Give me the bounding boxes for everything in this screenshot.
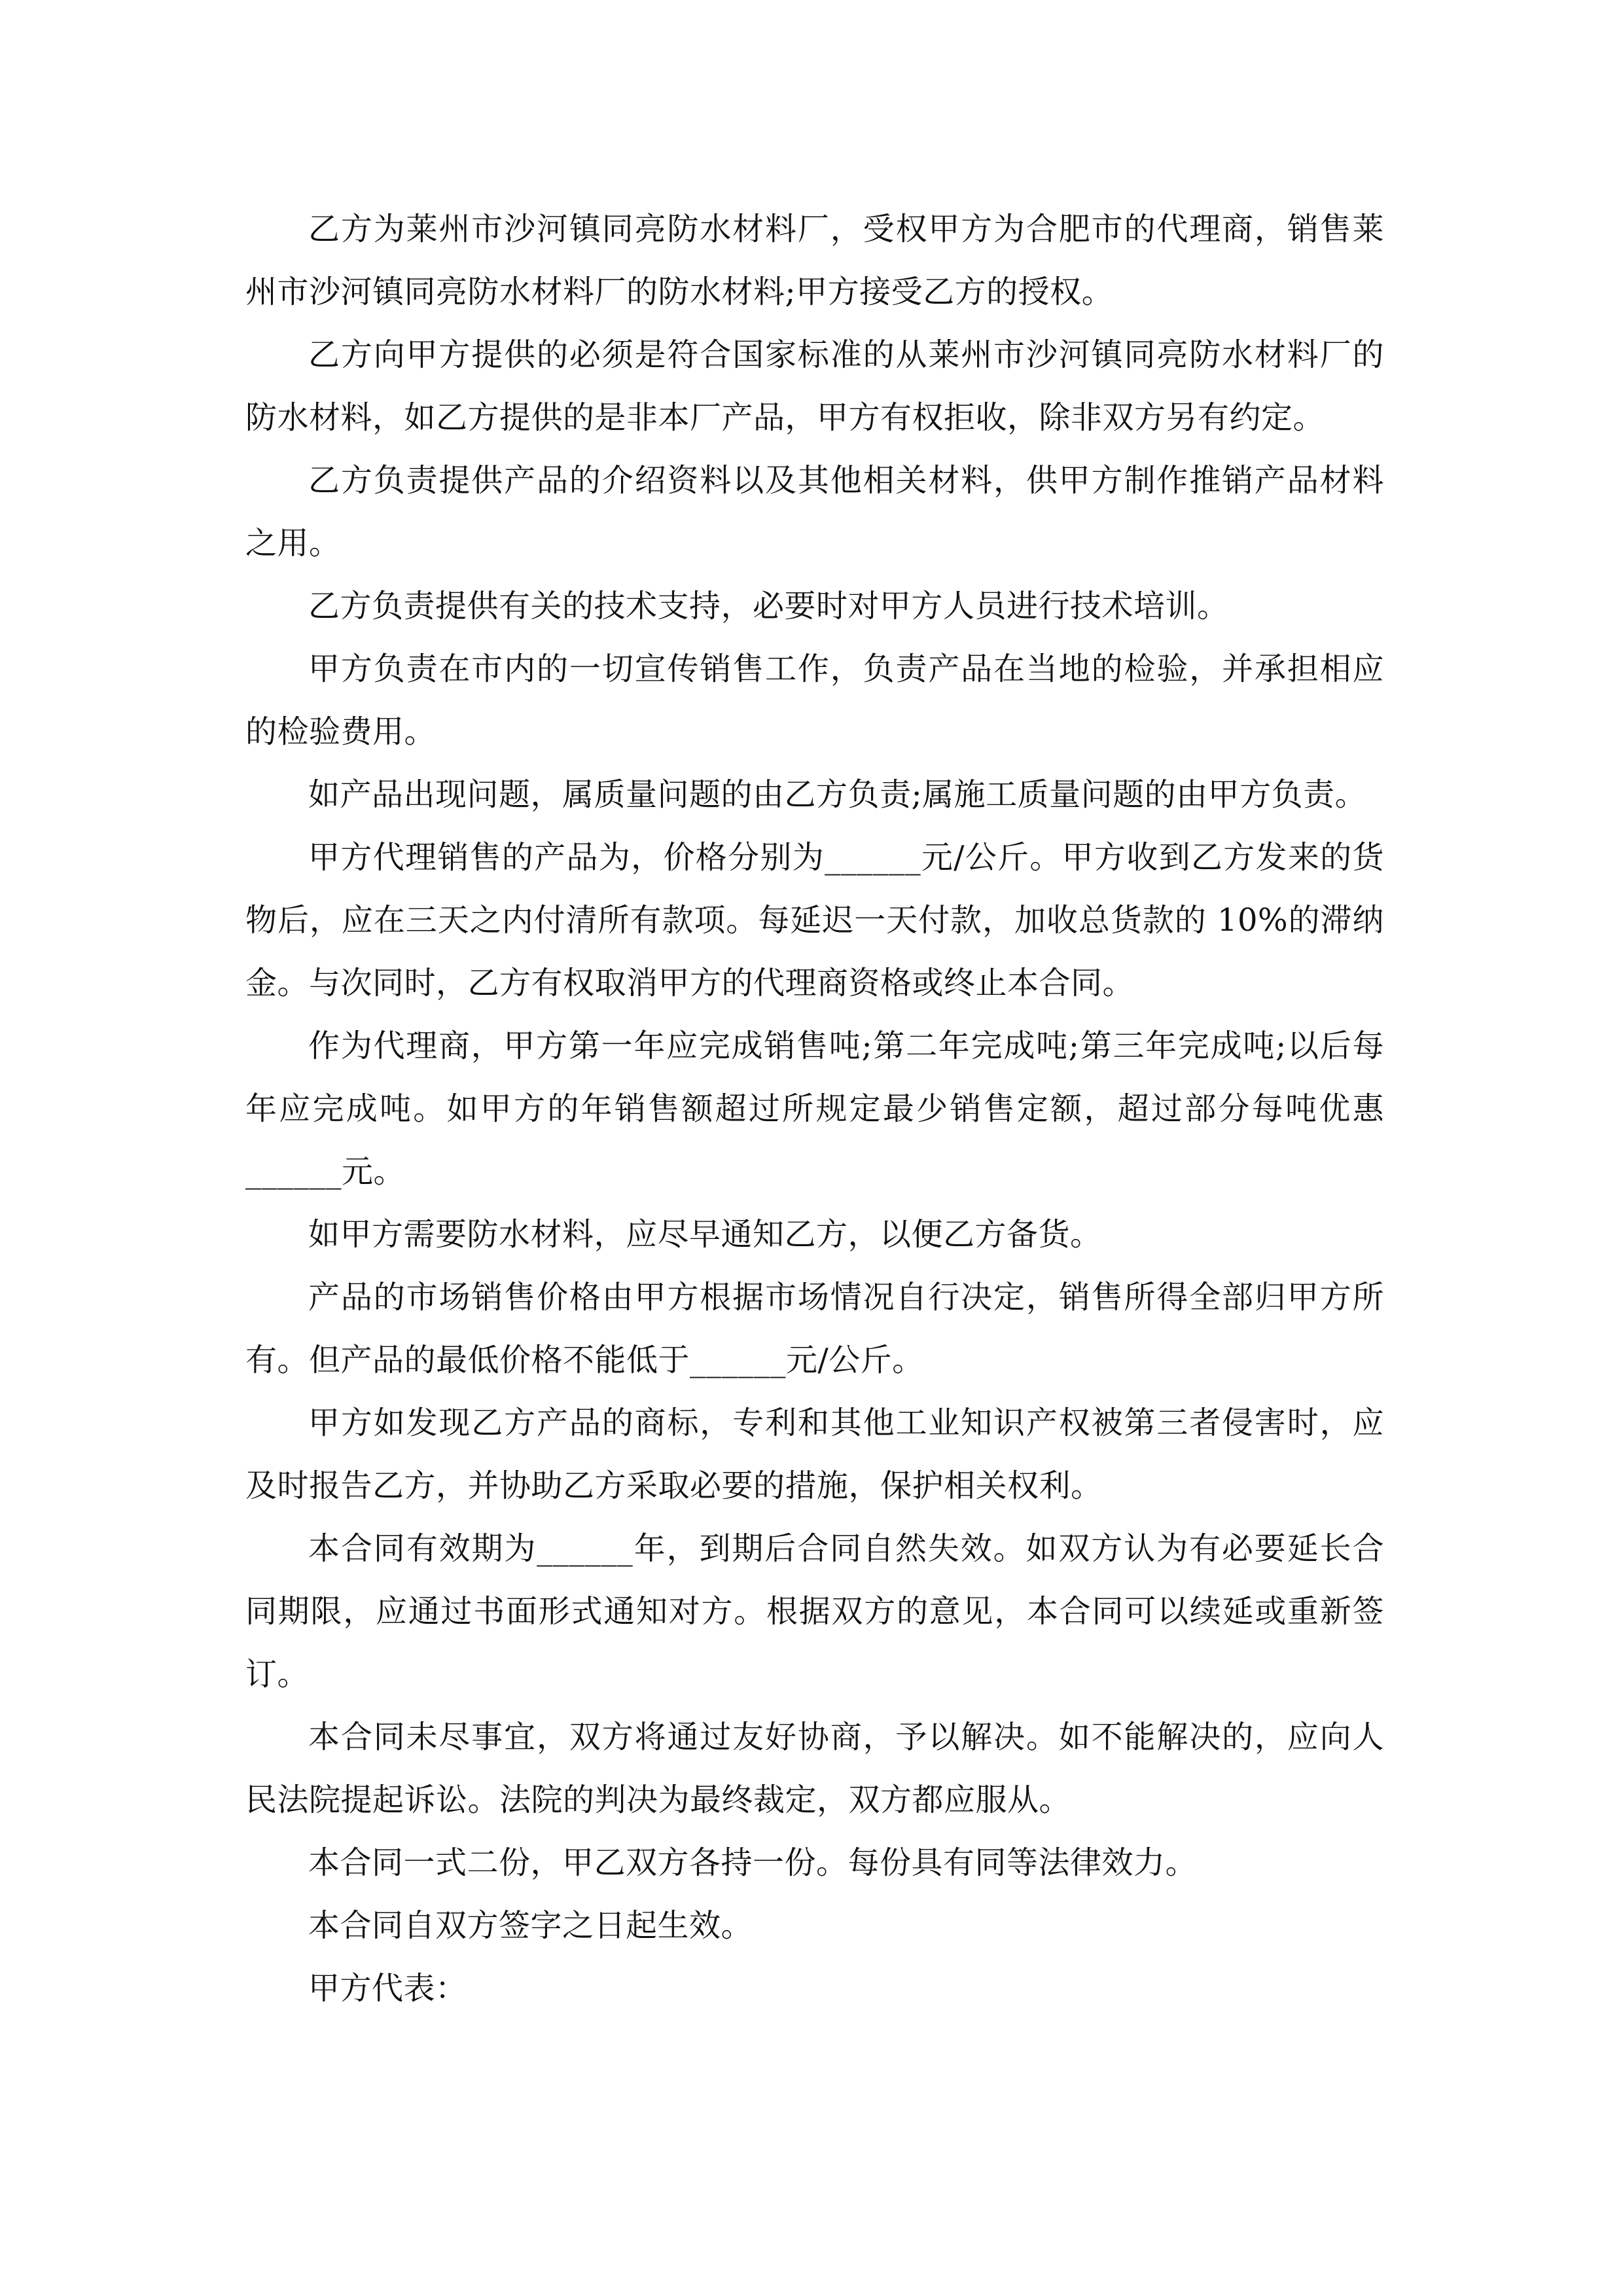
clause-promotion: 甲方负责在市内的一切宣传销售工作，负责产品在当地的检验，并承担相应的检验费用。	[245, 651, 1384, 750]
clause-dispute: 本合同未尽事宜，双方将通过友好协商，予以解决。如不能解决的，应向人民法院提起诉讼。法院的判决为最终裁定，双方都应服从。	[245, 1719, 1384, 1818]
clause-quality-responsibility: 如产品出现问题，属质量问题的由乙方负责;属施工质量问题的由甲方负责。	[308, 776, 1367, 813]
clause-product-standard: 乙方向甲方提供的必须是符合国家标准的从莱州市沙河镇同亮防水材料厂的防水材料，如乙方提供的是非本厂产品，甲方有权拒收，除非双方另有约定。	[245, 336, 1384, 436]
clause-sales-targets: 作为代理商，甲方第一年应完成销售吨;第二年完成吨;第三年完成吨;以后每年应完成吨。如甲方的年销售额超过所规定最少销售定额，超过部分每吨优惠______元。	[245, 1028, 1384, 1190]
party-a-representative: 甲方代表：	[308, 1970, 467, 2007]
clause-market-price: 产品的市场销售价格由甲方根据市场情况自行决定，销售所得全部归甲方所有。但产品的最低价格不能低于______元/公斤。	[245, 1279, 1384, 1378]
clause-effective-date: 本合同自双方签字之日起生效。	[308, 1907, 753, 1944]
clause-technical-support: 乙方负责提供有关的技术支持，必要时对甲方人员进行技术培训。	[308, 588, 1229, 624]
clause-validity: 本合同有效期为______年，到期后合同自然失效。如双方认为有必要延长合同期限，应通过书面形式通知对方。根据双方的意见，本合同可以续延或重新签订。	[245, 1530, 1384, 1693]
contract-body	[245, 198, 1384, 2020]
clause-authorization: 乙方为莱州市沙河镇同亮防水材料厂，受权甲方为合肥市的代理商，销售莱州市沙河镇同亮防水材料厂的防水材料;甲方接受乙方的授权。	[245, 211, 1384, 310]
clause-ordering: 如甲方需要防水材料，应尽早通知乙方，以便乙方备货。	[308, 1216, 1102, 1253]
clause-product-materials: 乙方负责提供产品的介绍资料以及其他相关材料，供甲方制作推销产品材料之用。	[245, 462, 1384, 562]
clause-ip-protection: 甲方如发现乙方产品的商标，专利和其他工业知识产权被第三者侵害时，应及时报告乙方，并协助乙方采取必要的措施，保护相关权利。	[245, 1405, 1384, 1504]
clause-copies: 本合同一式二份，甲乙双方各持一份。每份具有同等法律效力。	[308, 1844, 1198, 1881]
clause-price-payment: 甲方代理销售的产品为，价格分别为______元/公斤。甲方收到乙方发来的货物后，应在三天之内付清所有款项。每延迟一天付款，加收总货款的 10%的滞纳金。与次同时，乙方有权取消甲方的代理商资格或终止本合同。	[245, 839, 1384, 1001]
